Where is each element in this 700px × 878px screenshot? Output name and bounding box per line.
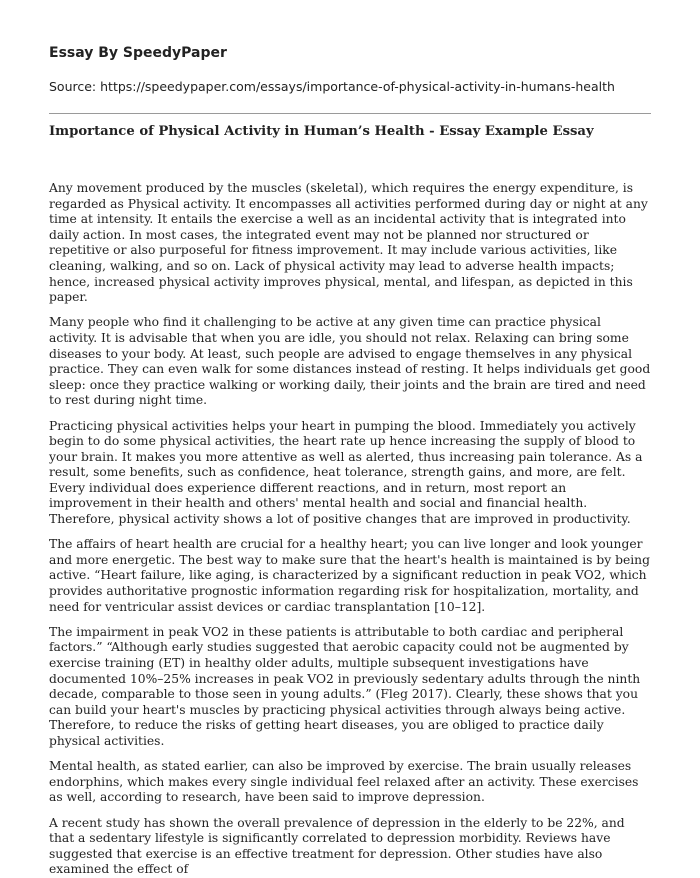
essay-paragraph: Many people who find it challenging to be active at any given time can practice physical activity. It is advisable that when you are idle, you should not relax. Relaxing can bring some diseases to your body. At least, such people are advised to engage themselves in any physical practice. They can even walk for some distances instead of resting. It helps individuals get good sleep: once they practice walking or working daily, their joints and the brain are tired and need to rest during night time. [49, 315, 651, 408]
essay-paragraph: The affairs of heart health are crucial for a healthy heart; you can live longer and look younger and more energetic. The best way to make sure that the heart's health is maintained is by being active. “Heart failure, like aging, is characterized by a significant reduction in peak VO2, which provides authoritative prognostic information regarding risk for hospitalization, mortality, and need for ventricular assist devices or cardiac transplantation [10–12]. [49, 537, 650, 614]
essay-paragraph: A recent study has shown the overall prevalence of depression in the elderly to be 22%, and that a sedentary lifestyle is significantly correlated to depression morbidity. Reviews have suggested that exercise is an effective treatment for depression. Other studies have also examined the effect of [49, 815, 625, 877]
essay-title: Importance of Physical Activity in Human’s Health - Essay Example Essay [49, 124, 594, 139]
essay-paragraph: The impairment in peak VO2 in these patients is attributable to both cardiac and peripheral factors.” “Although early studies suggested that aerobic capacity could not be augmented by exercise training (ET) in healthy older adults, multiple subsequent investigations have documented 10%–25% increases in peak VO2 in previously sedentary adults through the ninth decade, comparable to those seen in young adults.” (Fleg 2017). Clearly, these shows that you can build your heart's muscles by practicing physical activities through always being active. Therefore, to reduce the risks of getting heart diseases, you are obliged to practice daily physical activities. [49, 624, 641, 748]
header-divider [49, 113, 651, 114]
essay-paragraph: Any movement produced by the muscles (skeletal), which requires the energy expenditure, is regarded as Physical activity. It encompasses all activities performed during day or night at any time at intensity. It entails the exercise a well as an incidental activity that is integrated into daily action. In most cases, the integrated event may not be planned nor structured or repetitive or also purposeful for fitness improvement. It may include various activities, like cleaning, walking, and so on. Lack of physical activity may lead to adverse health impacts; hence, increased physical activity improves physical, mental, and lifespan, as depicted in this paper. [49, 181, 648, 305]
document-header-title: Essay By SpeedyPaper [49, 45, 227, 61]
source-line: Source: https://speedypaper.com/essays/importance-of-physical-activity-in-humans-health [49, 79, 615, 94]
essay-body [49, 181, 651, 878]
essay-paragraph: Practicing physical activities helps your heart in pumping the blood. Immediately you actively begin to do some physical activities, the heart rate up hence increasing the supply of blood to your brain. It makes you more attentive as well as alerted, thus increasing pain tolerance. As a result, some benefits, such as confidence, heat tolerance, strength gains, and more, are felt. Every individual does experience different reactions, and in return, most report an improvement in their health and others' mental health and social and financial health. Therefore, physical activity shows a lot of positive changes that are improved in productivity. [49, 418, 643, 527]
essay-paragraph: Mental health, as stated earlier, can also be improved by exercise. The brain usually releases endorphins, which makes every single individual feel relaxed after an activity. These exercises as well, according to research, have been said to improve depression. [49, 759, 639, 805]
